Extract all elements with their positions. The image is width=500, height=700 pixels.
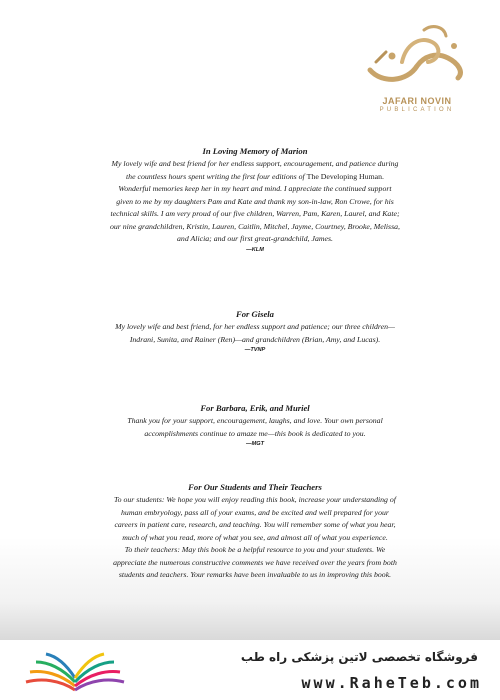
website-link[interactable]: www.RaheTeb.com xyxy=(301,674,482,692)
dedication-body-part: Wonderful memories keep her in my heart and mind. I appreciate the continued support given to me by my daughters Pam and Kate and thank my son-in-law, Ron Crowe, for his technical skills. I am very proud of our five children, Warren, Pam, Karen, Laurel, and Kate; our nine grandchildren, Kristin, Lauren, Caitlin, Mitchel, Jayme, Courtney, Brooke, Melissa, and Alicia; and our first great-grandchild, James. xyxy=(110,184,400,243)
store-footer xyxy=(0,640,500,700)
dedication-signature: —MGT xyxy=(245,441,265,447)
dedication-body: Thank you for your support, encouragement, laughs, and love. Your own personal accomplishments continue to amaze me—this book is dedicated to you. xyxy=(127,416,383,438)
book-title-text: The Developing Human. xyxy=(306,171,384,181)
dedication-body: To their teachers: May this book be a helpful resource to you and your students. We appreciate the numerous constructive comments we have received over the years from both students and teachers. Your remarks have been invaluable to us in improving this book. xyxy=(113,545,397,579)
dedication-title: For Gisela xyxy=(236,309,274,319)
dedication-title: In Loving Memory of Marion xyxy=(202,146,308,156)
dedication-body: My lovely wife and best friend, for her endless support and patience; our three children—Indrani, Sunita, and Rainer (Ren)—and grandchildren (Brian, Amy, and Lucas). xyxy=(115,322,395,344)
dedication-barbara xyxy=(110,403,400,447)
dedication-body xyxy=(110,158,400,246)
dedication-title: For Our Students and Their Teachers xyxy=(188,482,322,492)
dedication-marion xyxy=(110,146,400,253)
dedication-students xyxy=(110,482,400,582)
store-name: فروشگاه تخصصی لاتین پزشکی راه طب xyxy=(240,650,478,664)
dedication-signature: —KLM xyxy=(246,246,264,253)
open-book-icon xyxy=(20,650,130,694)
dedication-body-part: My lovely wife and best friend for her endless support, encouragement, and patience during the countless hours spent writing the first four editions of xyxy=(111,159,399,181)
dedication-body: To our students: We hope you will enjoy reading this book, increase your understanding of human embryology, pass all of your exams, and be excited and well prepared for your careers in patient care, research, and teaching. You will remember some of what you hear, much of what you read, more of what you see, and almost all of what you experience. xyxy=(114,495,396,542)
dedication-signature: —TVNP xyxy=(244,347,266,353)
publisher-logo xyxy=(352,22,482,122)
dedication-gisela xyxy=(110,309,400,353)
publisher-emblem-icon xyxy=(362,22,472,94)
publisher-name: JAFARI NOVIN xyxy=(382,96,452,106)
dedication-title: For Barbara, Erik, and Muriel xyxy=(200,403,310,413)
publisher-subtitle: PUBLICATION xyxy=(379,107,455,113)
